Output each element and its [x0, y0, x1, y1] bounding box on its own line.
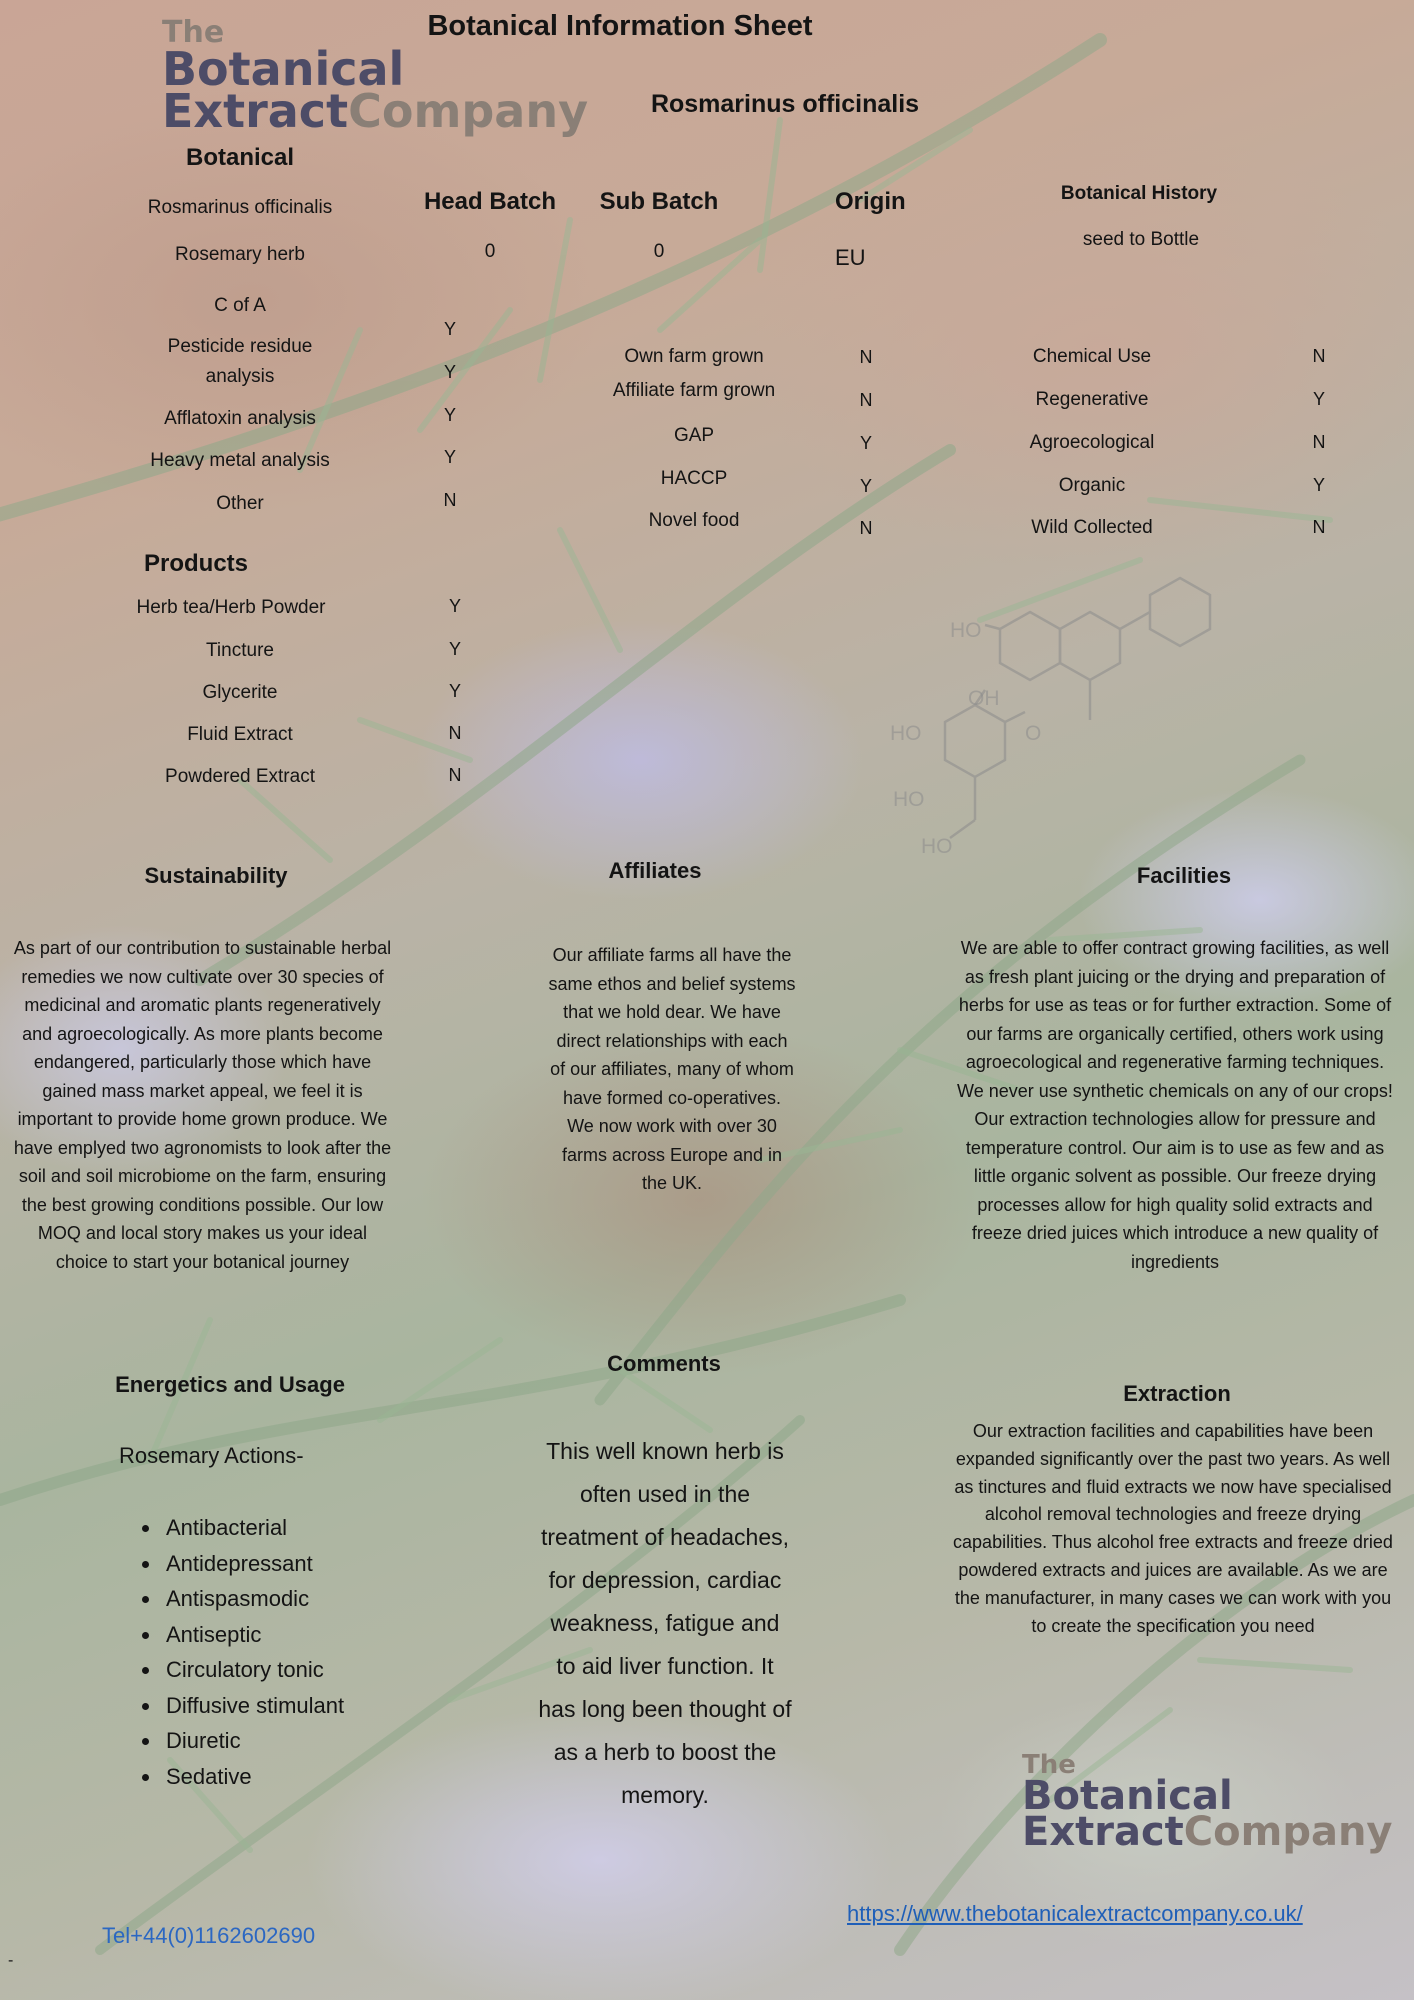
- farming-label-affiliate: Affiliate farm grown: [612, 380, 776, 401]
- comments-heading: Comments: [607, 1351, 721, 1376]
- analysis-label-pesticide-2: analysis: [205, 366, 275, 387]
- action-item: • Circulatory tonic: [162, 1652, 344, 1688]
- action-item: • Diuretic: [162, 1723, 344, 1759]
- affiliates-heading: Affiliates: [608, 858, 702, 883]
- analysis-label-afflatoxin: Afflatoxin analysis: [164, 408, 316, 429]
- affiliates-text: Our affiliate farms all have the same ethos and belief systems that we hold dear. We have direct relationships with each of our affiliates, many of whom have formed co-operatives. We now work with over 30 farms across Europe and in the UK.: [548, 945, 796, 1193]
- action-item: • Diffusive stimulant: [162, 1688, 344, 1724]
- sustainability-heading: Sustainability: [144, 863, 288, 888]
- company-logo-bottom: The Botanical ExtractCompany: [1022, 1750, 1393, 1855]
- analysis-label-heavy-metal: Heavy metal analysis: [150, 450, 330, 471]
- products-heading: Products: [143, 550, 249, 577]
- farming-value-own: N: [859, 347, 873, 367]
- head-batch-value: 0: [484, 241, 496, 262]
- action-item: • Antidepressant: [162, 1546, 344, 1582]
- sub-batch-value: 0: [653, 241, 665, 262]
- facilities-heading: Facilities: [1136, 863, 1232, 888]
- practice-value-agroecological: N: [1312, 432, 1326, 452]
- actions-list: [118, 1510, 344, 1794]
- farming-value-novel-food: N: [859, 518, 873, 538]
- action-item: • Antibacterial: [162, 1510, 344, 1546]
- product-label-tincture: Tincture: [206, 640, 274, 661]
- comments-text: This well known herb is often used in the treatment of headaches, for depression, cardiac weakness, fatigue and to aid liver function. It has long been thought of as a herb to boost the memory.: [538, 1438, 792, 1808]
- practice-label-agroecological: Agroecological: [1029, 432, 1155, 453]
- product-label-glycerite: Glycerite: [202, 682, 278, 703]
- molecule-label-o: O: [1025, 722, 1042, 745]
- farming-label-gap: GAP: [673, 425, 715, 446]
- origin-label: Origin: [835, 188, 906, 215]
- product-value-tincture: Y: [448, 639, 462, 659]
- analysis-label-other: Other: [216, 493, 264, 514]
- farming-label-haccp: HACCP: [660, 468, 728, 489]
- company-logo-top: The Botanical ExtractCompany: [162, 15, 589, 138]
- analysis-value-other: N: [443, 490, 457, 510]
- botanical-history-heading: Botanical History: [1060, 183, 1218, 204]
- product-label-powdered: Powdered Extract: [165, 766, 315, 787]
- molecule-label-ho-2: HO: [890, 722, 922, 745]
- practice-label-regenerative: Regenerative: [1035, 389, 1149, 410]
- product-value-powdered: N: [448, 765, 462, 785]
- latin-name-heading: Rosmarinus officinalis: [650, 90, 920, 118]
- molecule-label-ho-1: HO: [950, 619, 982, 642]
- practice-value-organic: Y: [1312, 475, 1326, 495]
- farming-value-affiliate: N: [859, 390, 873, 410]
- practice-label-chemical: Chemical Use: [1032, 346, 1152, 367]
- website-link[interactable]: https://www.thebotanicalextractcompany.co.uk/: [847, 1901, 1303, 1926]
- botanical-name: Rosmarinus officinalis: [147, 197, 333, 218]
- analysis-value-afflatoxin: Y: [443, 405, 457, 425]
- footer-dash: -: [8, 1952, 14, 1969]
- botanical-history-value: seed to Bottle: [1082, 229, 1200, 250]
- page-title: Botanical Information Sheet: [427, 10, 813, 42]
- product-value-glycerite: Y: [448, 681, 462, 701]
- phone-number[interactable]: Tel+44(0)1162602690: [102, 1923, 316, 1948]
- farming-label-novel-food: Novel food: [648, 510, 740, 531]
- practice-value-chemical: N: [1312, 346, 1326, 366]
- molecule-label-ho-4: HO: [921, 835, 953, 858]
- botanical-part: Rosemary herb: [175, 244, 305, 265]
- farming-value-gap: Y: [859, 433, 873, 453]
- origin-value: EU: [835, 245, 866, 270]
- action-item: • Antiseptic: [162, 1617, 344, 1653]
- practice-value-regenerative: Y: [1312, 389, 1326, 409]
- analysis-value-cofa: Y: [443, 319, 457, 339]
- facilities-text: We are able to offer contract growing facilities, as well as fresh plant juicing or the drying and preparation of herbs for use as teas or for further extraction. Some of our farms are organically certified, others work using agroecological and regenerative farming techniques. We never use synthetic chemicals on any of our crops! Our extraction technologies allow for pressure and temperature control. Our aim is to use as few and as little organic solvent as possible. Our freeze drying processes allow for high quality solid extracts and freeze dried juices which introduce a new quality of ingredients: [957, 938, 1393, 1272]
- botanical-heading: Botanical: [185, 144, 295, 171]
- molecule-label-ho-3: HO: [893, 788, 925, 811]
- practice-label-wild: Wild Collected: [1031, 517, 1153, 538]
- action-item: • Sedative: [162, 1759, 344, 1795]
- sustainability-text: As part of our contribution to sustainable herbal remedies we now cultivate over 30 species of medicinal and aromatic plants regeneratively and agroecologically. As more plants become endangered, particularly those which have gained mass market appeal, we feel it is important to provide home grown produce. We have emplyed two agronomists to look after the soil and soil microbiome on the farm, ensuring the best growing conditions possible. Our low MOQ and local story makes us your ideal choice to start your botanical journey: [13, 938, 392, 1272]
- farming-label-own: Own farm grown: [624, 346, 764, 367]
- analysis-value-heavy-metal: Y: [443, 447, 457, 467]
- product-value-herb-tea: Y: [448, 596, 462, 616]
- extraction-text: Our extraction facilities and capabilities have been expanded significantly over the past two years. As well as tinctures and fluid extracts we now have specialised alcohol removal technologies and freeze drying capabilities. Thus alcohol free extracts and freeze dried powdered extracts and juices are available. As we are the manufacturer, in many cases we can work with you to create the specification you need: [953, 1421, 1393, 1636]
- energetics-intro: Rosemary Actions-: [119, 1443, 304, 1468]
- practice-label-organic: Organic: [1058, 475, 1126, 496]
- extraction-heading: Extraction: [1123, 1381, 1231, 1406]
- analysis-label-pesticide: Pesticide residue: [167, 336, 313, 357]
- practice-value-wild: N: [1312, 517, 1326, 537]
- sub-batch-label: Sub Batch: [599, 188, 719, 215]
- analysis-label-cofa: C of A: [214, 295, 266, 316]
- product-label-herb-tea: Herb tea/Herb Powder: [136, 597, 326, 618]
- product-value-fluid: N: [448, 723, 462, 743]
- action-item: • Antispasmodic: [162, 1581, 344, 1617]
- molecule-label-oh: OH: [968, 687, 1000, 710]
- analysis-value-pesticide: Y: [443, 362, 457, 382]
- energetics-heading: Energetics and Usage: [115, 1372, 345, 1397]
- farming-value-haccp: Y: [859, 476, 873, 496]
- head-batch-label: Head Batch: [423, 188, 557, 215]
- product-label-fluid: Fluid Extract: [187, 724, 293, 745]
